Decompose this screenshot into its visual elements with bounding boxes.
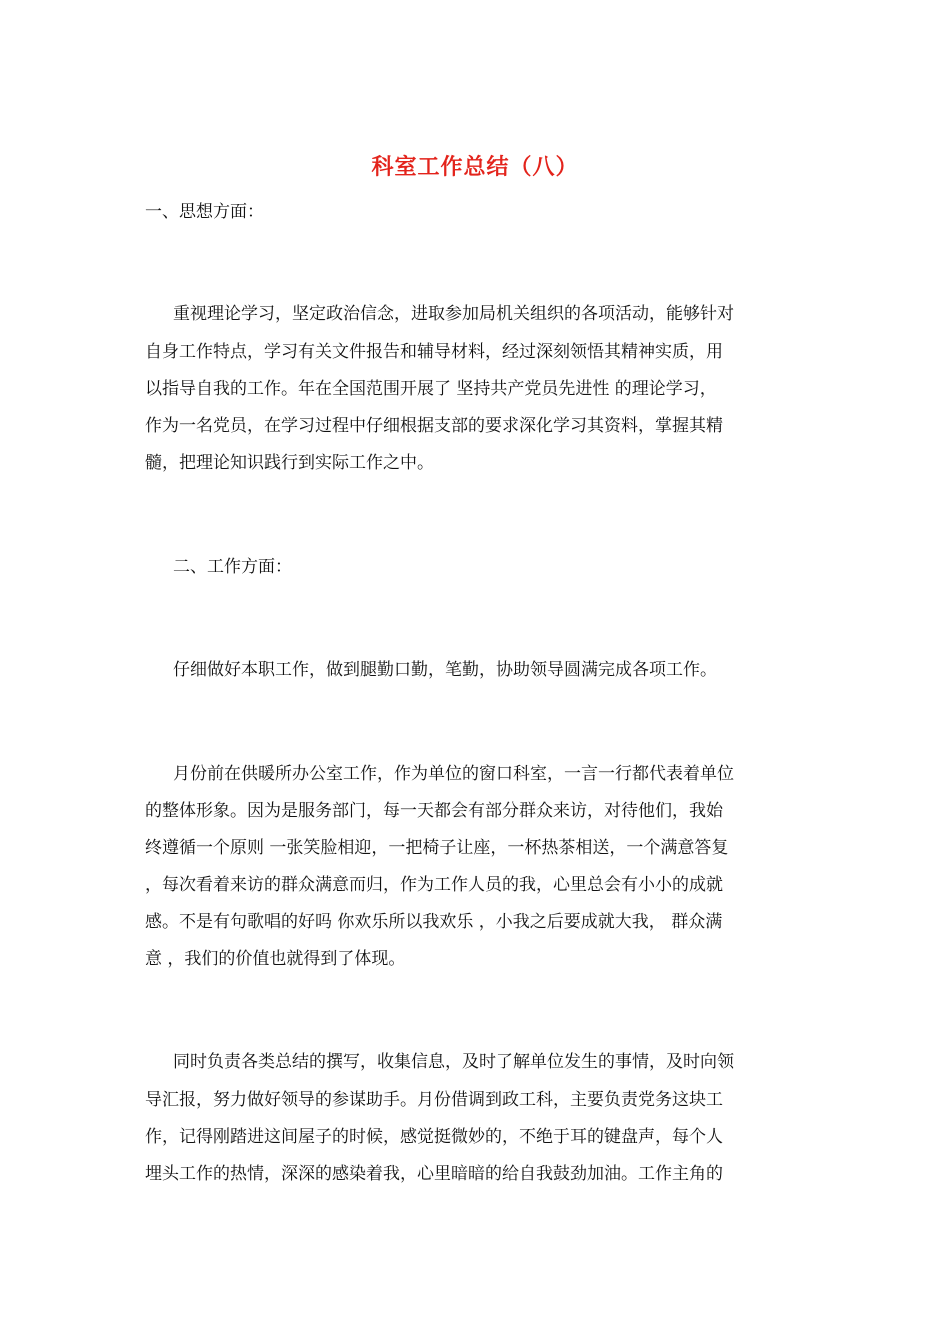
paragraph-line: 的整体形象。因为是服务部门，每一天都会有部分群众来访，对待他们，我始	[145, 801, 723, 821]
paragraph-line: 意 ，我们的价值也就得到了体现。	[145, 949, 406, 969]
paragraph-line: 同时负责各类总结的撰写，收集信息，及时了解单位发生的事情，及时向领	[173, 1052, 734, 1072]
paragraph-line: 作为一名党员，在学习过程中仔细根据支部的要求深化学习其资料，掌握其精	[145, 416, 723, 436]
paragraph-line: 导汇报，努力做好领导的参谋助手。月份借调到政工科，主要负责党务这块工	[145, 1090, 723, 1110]
paragraph-line: 以指导自我的工作。年在全国范围开展了 坚持共产党员先进性 的理论学习，	[145, 379, 717, 399]
paragraph-line: 感。不是有句歌唱的好吗 你欢乐所以我欢乐 ，小我之后要成就大我， 群众满	[145, 912, 723, 932]
paragraph-line: ，每次看着来访的群众满意而归，作为工作人员的我，心里总会有小小的成就	[145, 875, 723, 895]
paragraph-line: 埋头工作的热情，深深的感染着我，心里暗暗的给自我鼓劲加油。工作主角的	[145, 1164, 723, 1184]
section-heading-work: 二、工作方面：	[173, 557, 292, 577]
section-heading-thought: 一、思想方面：	[145, 202, 264, 222]
paragraph-line: 髓，把理论知识践行到实际工作之中。	[145, 453, 434, 473]
paragraph-line: 重视理论学习，坚定政治信念，进取参加局机关组织的各项活动，能够针对	[173, 304, 734, 324]
paragraph-work-duty: 仔细做好本职工作，做到腿勤口勤，笔勤，协助领导圆满完成各项工作。	[173, 660, 717, 680]
document-title: 科室工作总结（八）	[371, 155, 579, 180]
paragraph-line: 作，记得刚踏进这间屋子的时候，感觉挺微妙的，不绝于耳的键盘声，每个人	[145, 1127, 723, 1147]
paragraph-line: 自身工作特点，学习有关文件报告和辅导材料，经过深刻领悟其精神实质，用	[145, 342, 723, 362]
paragraph-line: 月份前在供暖所办公室工作，作为单位的窗口科室，一言一行都代表着单位	[173, 764, 734, 784]
paragraph-line: 终遵循一个原则 一张笑脸相迎，一把椅子让座，一杯热茶相送，一个满意答复	[145, 838, 729, 858]
